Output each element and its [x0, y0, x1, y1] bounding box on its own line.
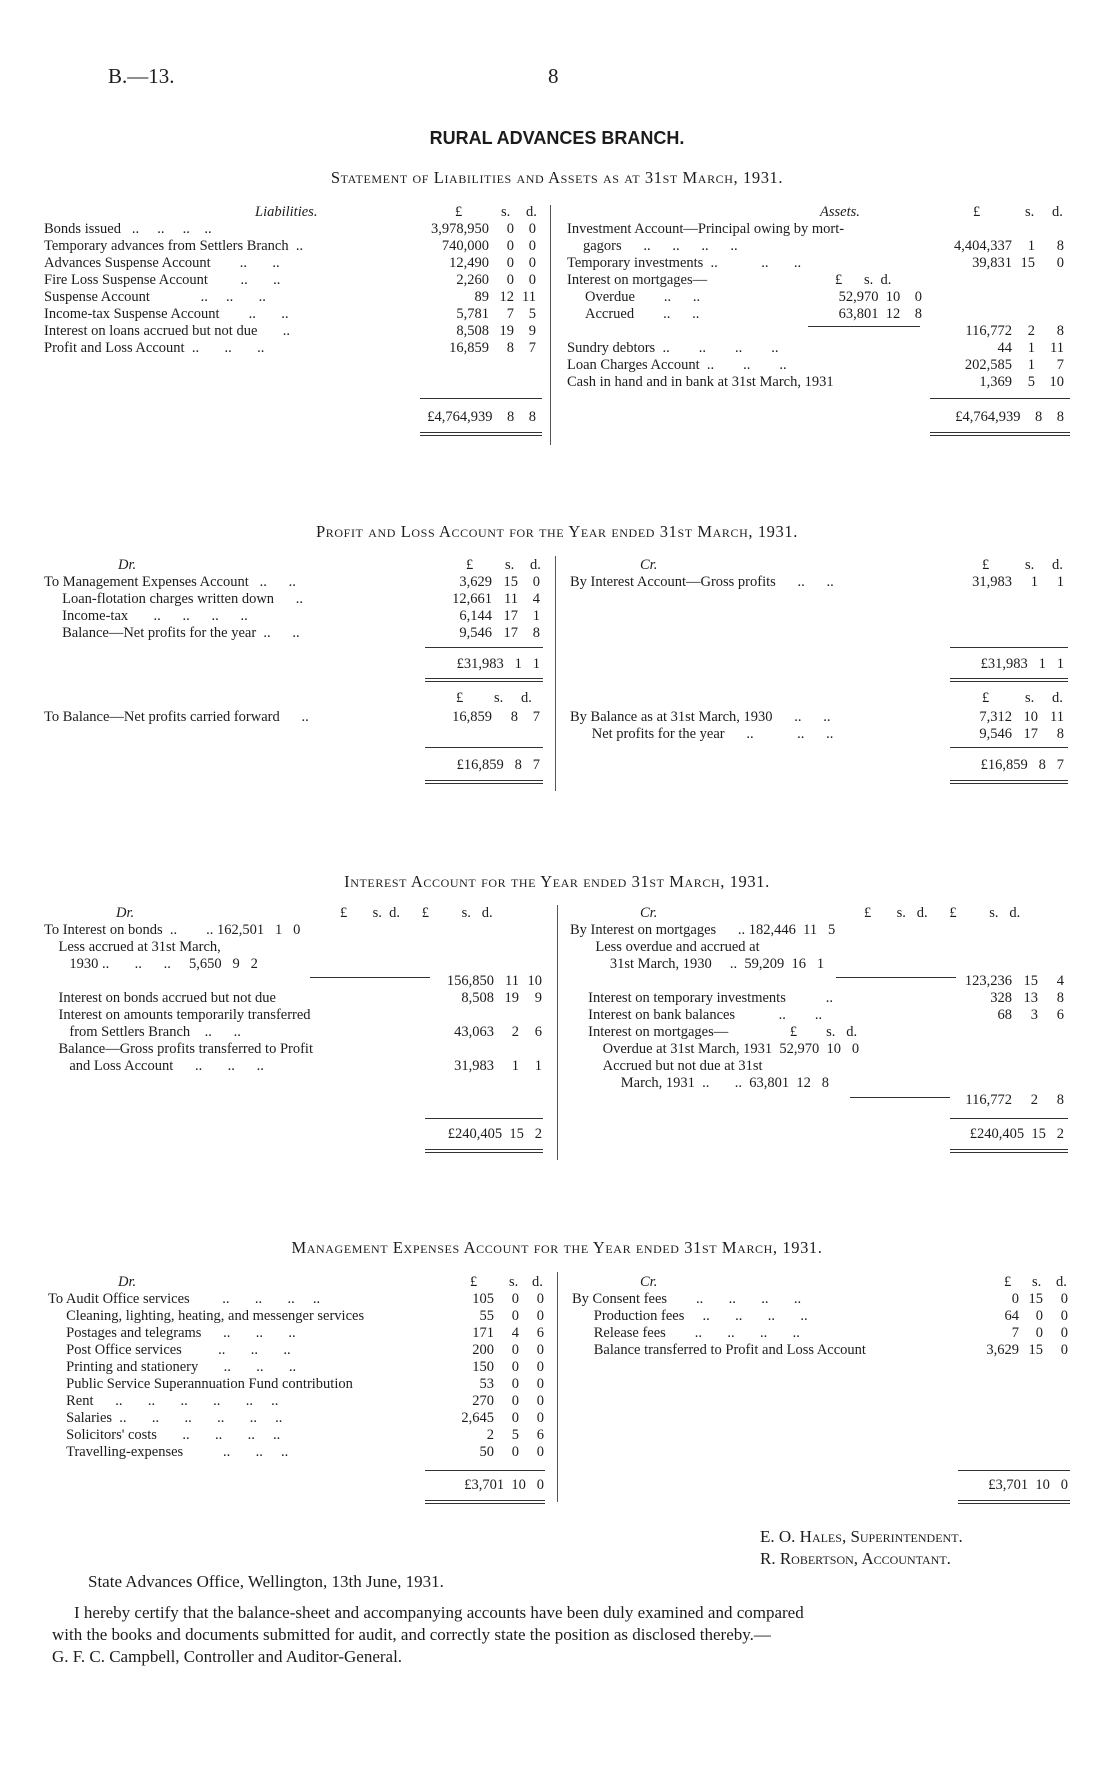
liability-d: 0 [528, 238, 536, 254]
pl-cr2-d: 8 [1056, 726, 1064, 742]
int-cr-s: 13 [1023, 990, 1038, 1006]
pl-cr2-amount: 7,312 [979, 709, 1012, 725]
mgmt-dr-amount: 270 [472, 1393, 494, 1409]
asset-sub-amount: 63,801 12 8 [838, 306, 922, 322]
mgmt-dr-amount: 150 [472, 1359, 494, 1375]
mgmt-dr-d: 6 [536, 1427, 544, 1443]
pl-total1-rule-cr [950, 647, 1068, 648]
asset-s: 1 [1027, 357, 1035, 373]
mgmt-dr-amount: 55 [479, 1308, 494, 1324]
pl-cr-item: By Interest Account—Gross profits .. .. [570, 574, 834, 590]
liab-total-rule [420, 398, 542, 399]
mgmt-dr-item: Post Office services .. .. .. [48, 1342, 291, 1358]
pl-dr2-col-shillings: s. [494, 690, 504, 706]
int-dr-line: To Interest on bonds .. .. 162,501 1 0 [44, 922, 301, 938]
mgmt-dr-d: 0 [536, 1410, 544, 1426]
int-dr-amount: 156,850 [446, 973, 494, 989]
asset-s: 5 [1027, 374, 1035, 390]
mgmt-cr-label: Cr. [640, 1274, 658, 1290]
liab-col-shillings: s. [501, 204, 511, 220]
asset-sub-amount: 52,970 10 0 [838, 289, 922, 305]
profit-loss-divider [555, 556, 556, 791]
liability-d: 0 [528, 272, 536, 288]
pl-dr-item: Loan-flotation charges written down .. [44, 591, 304, 607]
int-dr-amount: 8,508 [461, 990, 494, 1006]
pl-dr-s: 17 [503, 608, 518, 624]
pl-total1-double-dr [425, 678, 543, 682]
pl-dr-d: 1 [532, 608, 540, 624]
mgmt-dr-s: 0 [511, 1393, 519, 1409]
mgmt-cr-item: By Consent fees .. .. .. .. [572, 1291, 802, 1307]
page-reference: B.—13. [108, 64, 175, 88]
mgmt-cr-amount: 64 [1004, 1308, 1019, 1324]
int-dr-line: and Loss Account .. .. .. [44, 1058, 264, 1074]
mgmt-dr-s: 0 [511, 1342, 519, 1358]
liabilities-heading: Liabilities. [255, 204, 318, 220]
mgmt-cr-amount: 7 [1011, 1325, 1019, 1341]
int-cr-label: Cr. [640, 905, 658, 921]
mgmt-cr-item: Balance transferred to Profit and Loss Account [572, 1342, 866, 1358]
pl-cr2-col-pence: d. [1052, 690, 1063, 706]
asset-d: 7 [1056, 357, 1064, 373]
asset-amount: 1,369 [979, 374, 1012, 390]
mgmt-cr-s: 0 [1035, 1308, 1043, 1324]
certificate-line-3: G. F. C. Campbell, Controller and Auditor-General. [52, 1647, 403, 1666]
liability-amount: 89 [474, 289, 489, 305]
pl-cr-col-shillings: s. [1025, 557, 1035, 573]
pl-dr2-d: 7 [532, 709, 540, 725]
mgmt-dr-s: 5 [511, 1427, 519, 1443]
int-cr-line: 31st March, 1930 .. 59,209 16 1 [570, 956, 825, 972]
liability-amount: 5,781 [456, 306, 489, 322]
int-dr-s: 19 [504, 990, 519, 1006]
int-dr-d: 1 [534, 1058, 542, 1074]
liability-d: 11 [522, 289, 536, 305]
int-dr-line: Interest on amounts temporarily transferred [44, 1007, 311, 1023]
pl-dr-d: 4 [532, 591, 540, 607]
int-dr-d: 6 [534, 1024, 542, 1040]
mgmt-dr-amount: 2,645 [461, 1410, 494, 1426]
int-cr-line: Overdue at 31st March, 1931 52,970 10 0 [570, 1041, 860, 1057]
pl-dr-amount: 12,661 [452, 591, 492, 607]
mgmt-dr-d: 0 [536, 1308, 544, 1324]
int-total-rule-cr [950, 1118, 1068, 1119]
mgmt-dr-item: To Audit Office services .. .. .. .. [48, 1291, 321, 1307]
profit-loss-title: Profit and Loss Account for the Year ended 31st March, 1931. [316, 522, 798, 541]
mgmt-dr-item: Public Service Superannuation Fund contribution [48, 1376, 353, 1392]
mgmt-dr-amount: 105 [472, 1291, 494, 1307]
liability-label: Bonds issued .. .. .. .. [44, 221, 212, 237]
liability-s: 0 [506, 272, 514, 288]
asset-s: 15 [1020, 255, 1035, 271]
mgmt-dr-total: £3,701 10 0 [464, 1477, 544, 1493]
mgmt-dr-d: 0 [536, 1359, 544, 1375]
int-cr-sub-rule [836, 977, 956, 978]
liabilities-total: £4,764,939 8 8 [427, 409, 536, 425]
int-dr-s: 11 [505, 973, 519, 989]
asset-label: Investment Account—Principal owing by mort- [567, 221, 845, 237]
assets-col-pence: d. [1052, 204, 1063, 220]
pl-dr-col-pence: d. [530, 557, 541, 573]
asset-label: Overdue .. .. [585, 289, 701, 305]
liab-col-pence: d. [526, 204, 537, 220]
mgmt-dr-s: 0 [511, 1444, 519, 1460]
int-cr-line: By Interest on mortgages .. 182,446 11 5 [570, 922, 836, 938]
mgmt-dr-amount: 2 [486, 1427, 494, 1443]
assets-total-double-rule [930, 432, 1070, 436]
mgmt-dr-d: 6 [536, 1325, 544, 1341]
liability-amount: 16,859 [449, 340, 489, 356]
mgmt-dr-item: Cleaning, lighting, heating, and messenger services [48, 1308, 365, 1324]
pl-dr-s: 15 [503, 574, 518, 590]
asset-s: 1 [1027, 340, 1035, 356]
pl-dr-label: Dr. [118, 557, 137, 573]
pl-cr2-item: By Balance as at 31st March, 1930 .. .. [570, 709, 831, 725]
int-dr-line: Less accrued at 31st March, [44, 939, 221, 955]
mgmt-cr-d: 0 [1060, 1342, 1068, 1358]
int-cr-line: Interest on temporary investments .. [570, 990, 833, 1006]
liability-label: Fire Loss Suspense Account .. .. [44, 272, 281, 288]
asset-label: Accrued .. .. [585, 306, 700, 322]
int-total-double-cr [950, 1149, 1068, 1153]
liab-total-double-rule [420, 432, 542, 436]
pl-cr-col-pounds: £ [982, 557, 990, 573]
interest-divider [557, 905, 558, 1160]
int-dr-line: Interest on bonds accrued but not due [44, 990, 276, 1006]
int-dr-d: 9 [534, 990, 542, 1006]
pl-dr2-s: 8 [510, 709, 518, 725]
liability-amount: 2,260 [456, 272, 489, 288]
liability-label: Income-tax Suspense Account .. .. [44, 306, 289, 322]
asset-sub-columns: £ s. d. [835, 272, 892, 288]
mgmt-dr-col-shillings: s. [509, 1274, 519, 1290]
pl-dr-s: 11 [504, 591, 518, 607]
pl-dr2-col-pence: d. [521, 690, 532, 706]
assets-heading: Assets. [820, 204, 860, 220]
liability-label: Advances Suspense Account .. .. [44, 255, 280, 271]
mgmt-dr-s: 4 [511, 1325, 519, 1341]
asset-d: 0 [1056, 255, 1064, 271]
mgmt-cr-total: £3,701 10 0 [988, 1477, 1068, 1493]
mgmt-dr-item: Salaries .. .. .. .. .. .. [48, 1410, 283, 1426]
mgmt-dr-s: 0 [511, 1410, 519, 1426]
mgmt-dr-col-pence: d. [532, 1274, 543, 1290]
liability-amount: 3,978,950 [431, 221, 489, 237]
mgmt-dr-item: Printing and stationery .. .. .. [48, 1359, 297, 1375]
pl-cr2-total: £16,859 8 7 [980, 757, 1064, 773]
liability-s: 0 [506, 221, 514, 237]
pl-cr2-d: 11 [1050, 709, 1064, 725]
signature-accountant: R. Robertson, Accountant. [760, 1549, 951, 1568]
certificate-line-1: I hereby certify that the balance-sheet and accompanying accounts have been duly examined and compared [74, 1603, 804, 1622]
int-cr-s: 2 [1030, 1092, 1038, 1108]
liability-s: 0 [506, 255, 514, 271]
mgmt-dr-item: Solicitors' costs .. .. .. .. [48, 1427, 281, 1443]
int-cr-amount: 68 [997, 1007, 1012, 1023]
int-dr-sub-rule [310, 977, 430, 978]
mgmt-cr-item: Production fees .. .. .. .. [572, 1308, 808, 1324]
pl-cr2-col-pounds: £ [982, 690, 990, 706]
int-cr-d: 8 [1056, 1092, 1064, 1108]
management-divider [557, 1272, 558, 1502]
pl-dr2-total: £16,859 8 7 [456, 757, 540, 773]
branch-title: RURAL ADVANCES BRANCH. [429, 128, 685, 148]
liability-s: 7 [506, 306, 514, 322]
liability-d: 0 [528, 221, 536, 237]
mgmt-dr-item: Postages and telegrams .. .. .. [48, 1325, 296, 1341]
asset-label: Sundry debtors .. .. .. .. [567, 340, 779, 356]
int-cr-d: 6 [1056, 1007, 1064, 1023]
int-dr-columns: £ s. d. £ s. d. [340, 905, 493, 921]
asset-amount: 44 [997, 340, 1012, 356]
mgmt-cr-d: 0 [1060, 1308, 1068, 1324]
int-dr-line: 1930 .. .. .. 5,650 9 2 [44, 956, 258, 972]
asset-label: Cash in hand and in bank at 31st March, 1931 [567, 374, 834, 390]
assets-total: £4,764,939 8 8 [955, 409, 1064, 425]
int-dr-s: 1 [511, 1058, 519, 1074]
pl-cr2-s: 17 [1023, 726, 1038, 742]
mgmt-dr-amount: 50 [479, 1444, 494, 1460]
int-dr-label: Dr. [116, 905, 135, 921]
mgmt-dr-s: 0 [511, 1291, 519, 1307]
pl-dr-item: Income-tax .. .. .. .. [44, 608, 248, 624]
pl-dr-item: Balance—Net profits for the year .. .. [44, 625, 300, 641]
statement-divider [550, 205, 551, 445]
liability-label: Temporary advances from Settlers Branch .. [44, 238, 304, 254]
liability-d: 7 [528, 340, 536, 356]
liability-d: 5 [528, 306, 536, 322]
liability-d: 9 [528, 323, 536, 339]
int-cr-d: 8 [1056, 990, 1064, 1006]
pl-cr-label: Cr. [640, 557, 658, 573]
int-dr-total: £240,405 15 2 [447, 1126, 542, 1142]
liability-amount: 12,490 [449, 255, 489, 271]
pl-total1-rule-dr [425, 647, 543, 648]
mgmt-dr-d: 0 [536, 1291, 544, 1307]
pl-total2-rule-dr [425, 747, 543, 748]
int-cr-amount: 123,236 [964, 973, 1012, 989]
mgmt-dr-amount: 200 [472, 1342, 494, 1358]
int-cr-d: 4 [1056, 973, 1064, 989]
asset-sub-rule [808, 326, 920, 327]
pl-total2-double-cr [950, 780, 1068, 784]
liability-s: 0 [506, 238, 514, 254]
int-cr-amount: 328 [990, 990, 1012, 1006]
asset-amount: 116,772 [965, 323, 1012, 339]
pl-dr-d: 0 [532, 574, 540, 590]
mgmt-dr-d: 0 [536, 1444, 544, 1460]
int-cr-s: 3 [1030, 1007, 1038, 1023]
int-total-double-dr [425, 1149, 543, 1153]
pl-dr2-item: To Balance—Net profits carried forward .. [44, 709, 309, 725]
pl-cr-total: £31,983 1 1 [980, 656, 1064, 672]
pl-dr-col-pounds: £ [466, 557, 474, 573]
pl-cr-d: 1 [1056, 574, 1064, 590]
asset-d: 11 [1050, 340, 1064, 356]
mgmt-cr-amount: 0 [1011, 1291, 1019, 1307]
pl-cr-s: 1 [1030, 574, 1038, 590]
mgmt-total-double-dr [425, 1500, 545, 1504]
int-cr-line: Interest on mortgages— £ s. d. [570, 1024, 858, 1040]
asset-s: 2 [1027, 323, 1035, 339]
pl-total2-rule-cr [950, 747, 1068, 748]
int-dr-amount: 43,063 [454, 1024, 494, 1040]
int-cr-line: Less overdue and accrued at [570, 939, 760, 955]
interest-title: Interest Account for the Year ended 31st March, 1931. [344, 872, 770, 891]
mgmt-total-rule-cr [958, 1470, 1070, 1471]
int-cr-total: £240,405 15 2 [969, 1126, 1064, 1142]
int-dr-amount: 31,983 [454, 1058, 494, 1074]
asset-label: Interest on mortgages— [567, 272, 708, 288]
int-dr-line: Balance—Gross profits transferred to Profit [44, 1041, 313, 1057]
mgmt-dr-item: Rent .. .. .. .. .. .. [48, 1393, 279, 1409]
pl-dr-amount: 6,144 [459, 608, 492, 624]
int-cr-columns: £ s. d. £ s. d. [864, 905, 1021, 921]
int-cr-sub-rule2 [850, 1097, 950, 1098]
pl-dr-item: To Management Expenses Account .. .. [44, 574, 296, 590]
mgmt-dr-label: Dr. [118, 1274, 137, 1290]
pl-dr2-col-pounds: £ [456, 690, 464, 706]
pl-dr-total: £31,983 1 1 [456, 656, 540, 672]
liability-s: 8 [506, 340, 514, 356]
int-cr-line: March, 1931 .. .. 63,801 12 8 [570, 1075, 829, 1091]
mgmt-cr-col-shillings: s. [1032, 1274, 1042, 1290]
int-cr-line: Accrued but not due at 31st [570, 1058, 763, 1074]
liability-amount: 8,508 [456, 323, 489, 339]
mgmt-dr-col-pounds: £ [470, 1274, 478, 1290]
asset-label: Loan Charges Account .. .. .. [567, 357, 787, 373]
mgmt-total-rule-dr [425, 1470, 545, 1471]
liability-label: Interest on loans accrued but not due .. [44, 323, 291, 339]
office-dateline: State Advances Office, Wellington, 13th June, 1931. [88, 1572, 444, 1591]
pl-dr-d: 8 [532, 625, 540, 641]
asset-d: 8 [1056, 238, 1064, 254]
pl-dr-amount: 9,546 [459, 625, 492, 641]
mgmt-cr-d: 0 [1060, 1291, 1068, 1307]
mgmt-cr-s: 15 [1028, 1342, 1043, 1358]
mgmt-total-double-cr [958, 1500, 1070, 1504]
mgmt-cr-item: Release fees .. .. .. .. [572, 1325, 800, 1341]
asset-d: 10 [1049, 374, 1064, 390]
liability-label: Profit and Loss Account .. .. .. [44, 340, 265, 356]
int-dr-d: 10 [527, 973, 542, 989]
pl-dr2-amount: 16,859 [452, 709, 492, 725]
mgmt-dr-s: 0 [511, 1376, 519, 1392]
signature-superintendent: E. O. Hales, Superintendent. [760, 1527, 963, 1546]
mgmt-dr-d: 0 [536, 1342, 544, 1358]
asset-s: 1 [1027, 238, 1035, 254]
mgmt-cr-s: 15 [1028, 1291, 1043, 1307]
mgmt-dr-d: 0 [536, 1393, 544, 1409]
mgmt-cr-s: 0 [1035, 1325, 1043, 1341]
int-cr-amount: 116,772 [965, 1092, 1012, 1108]
mgmt-dr-s: 0 [511, 1308, 519, 1324]
mgmt-dr-s: 0 [511, 1359, 519, 1375]
pl-cr2-col-shillings: s. [1025, 690, 1035, 706]
liability-label: Suspense Account .. .. .. [44, 289, 266, 305]
assets-col-pounds: £ [973, 204, 981, 220]
pl-dr-s: 17 [503, 625, 518, 641]
liability-amount: 740,000 [441, 238, 489, 254]
assets-col-shillings: s. [1025, 204, 1035, 220]
pl-cr2-item: Net profits for the year .. .. .. [570, 726, 834, 742]
pl-dr-amount: 3,629 [459, 574, 492, 590]
management-title: Management Expenses Account for the Year ended 31st March, 1931. [291, 1238, 823, 1257]
int-cr-line: Interest on bank balances .. .. [570, 1007, 823, 1023]
int-cr-s: 15 [1023, 973, 1038, 989]
asset-label: gagors .. .. .. .. [583, 238, 738, 254]
liability-s: 12 [499, 289, 514, 305]
liability-d: 0 [528, 255, 536, 271]
mgmt-dr-item: Travelling-expenses .. .. .. [48, 1444, 289, 1460]
int-dr-line: from Settlers Branch .. .. [44, 1024, 241, 1040]
pl-cr-col-pence: d. [1052, 557, 1063, 573]
mgmt-cr-amount: 3,629 [986, 1342, 1019, 1358]
mgmt-cr-col-pounds: £ [1004, 1274, 1012, 1290]
mgmt-cr-d: 0 [1060, 1325, 1068, 1341]
asset-d: 8 [1056, 323, 1064, 339]
pl-dr-col-shillings: s. [505, 557, 515, 573]
int-total-rule-dr [425, 1118, 543, 1119]
pl-cr-amount: 31,983 [972, 574, 1012, 590]
mgmt-dr-d: 0 [536, 1376, 544, 1392]
pl-cr2-amount: 9,546 [979, 726, 1012, 742]
pl-total2-double-dr [425, 780, 543, 784]
liability-s: 19 [499, 323, 514, 339]
mgmt-dr-amount: 53 [479, 1376, 494, 1392]
asset-amount: 4,404,337 [954, 238, 1012, 254]
asset-amount: 202,585 [964, 357, 1012, 373]
pl-cr2-s: 10 [1023, 709, 1038, 725]
mgmt-cr-col-pence: d. [1056, 1274, 1067, 1290]
asset-label: Temporary investments .. .. .. [567, 255, 802, 271]
page-number: 8 [548, 64, 559, 88]
certificate-line-2: with the books and documents submitted for audit, and correctly state the position as disclosed thereby.— [52, 1625, 771, 1644]
assets-total-rule [930, 398, 1070, 399]
asset-amount: 39,831 [972, 255, 1012, 271]
int-dr-s: 2 [511, 1024, 519, 1040]
pl-total1-double-cr [950, 678, 1068, 682]
mgmt-dr-amount: 171 [472, 1325, 494, 1341]
liab-col-pounds: £ [455, 204, 463, 220]
statement-title: Statement of Liabilities and Assets as at 31st March, 1931. [330, 168, 784, 187]
